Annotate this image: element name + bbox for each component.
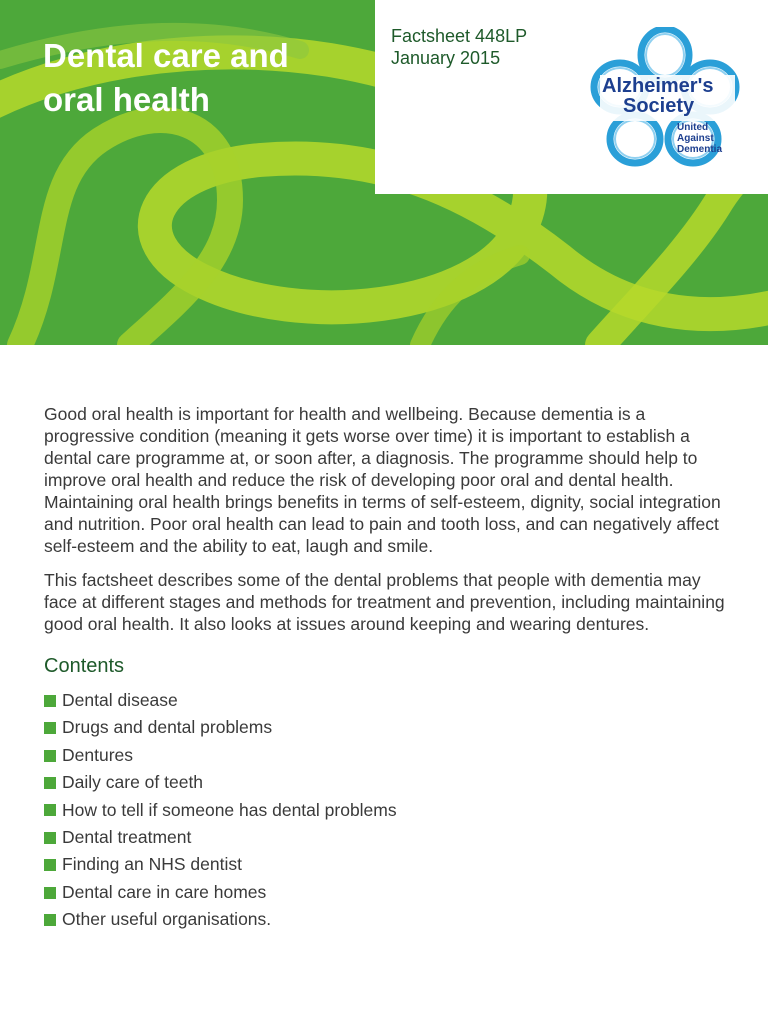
contents-item — [44, 769, 734, 796]
contents-item — [44, 797, 734, 824]
contents-item — [44, 824, 734, 851]
contents-item-label: Dental care in care homes — [62, 881, 267, 902]
contents-item — [44, 714, 734, 741]
main-content — [44, 403, 734, 934]
square-bullet-icon — [44, 887, 56, 899]
contents-item-label: Finding an NHS dentist — [62, 854, 242, 875]
title-line-1: Dental care and — [43, 37, 289, 74]
factsheet-date: January 2015 — [391, 48, 501, 68]
contents-item-label: Daily care of teeth — [62, 772, 204, 793]
logo-name-line-1: Alzheimer's — [602, 75, 714, 97]
square-bullet-icon — [44, 914, 56, 926]
contents-item — [44, 879, 734, 906]
contents-item — [44, 851, 734, 878]
square-bullet-icon — [44, 722, 56, 734]
intro-paragraph: Good oral health is important for health and wellbeing. Because dementia is a progressive condition (meaning it gets worse over time) it is important to establish a dental care programme at, or soon after, a diagnosis. The programme should help to improve oral health and reduce the risk of developing poor oral and dental health. Maintaining oral health brings benefits in terms of self-esteem, dignity, social integration and nutrition. Poor oral health can lead to pain and tooth loss, and can negatively affect self-esteem and the ability to eat, laugh and smile. — [44, 404, 721, 556]
contents-item-label: Dentures — [62, 744, 134, 765]
square-bullet-icon — [44, 777, 56, 789]
contents-item — [44, 742, 734, 769]
logo-name-line-2: Society — [623, 95, 695, 117]
square-bullet-icon — [44, 804, 56, 816]
document-title — [43, 34, 363, 122]
factsheet-info-box — [375, 0, 768, 194]
contents-item-label: Drugs and dental problems — [62, 717, 273, 738]
contents-item-label: Dental disease — [62, 690, 178, 710]
contents-item — [44, 906, 734, 933]
contents-item-label: How to tell if someone has dental problems — [62, 799, 397, 820]
alzheimers-society-logo — [590, 27, 740, 169]
factsheet-number: Factsheet 448LP — [391, 26, 528, 46]
square-bullet-icon — [44, 832, 56, 844]
contents-item — [44, 687, 734, 714]
contents-heading: Contents — [44, 655, 125, 677]
square-bullet-icon — [44, 750, 56, 762]
logo-tagline-line-3: Dementia — [677, 144, 723, 155]
scope-paragraph: This factsheet describes some of the dental problems that people with dementia may face at different stages and methods for treatment and prevention, including maintaining good oral health. It also looks at issues around keeping and wearing dentures. — [44, 570, 725, 634]
logo-tagline-line-1: United — [677, 122, 709, 133]
square-bullet-icon — [44, 859, 56, 871]
logo-tagline — [677, 122, 737, 155]
square-bullet-icon — [44, 695, 56, 707]
title-line-2: oral health — [43, 81, 210, 118]
contents-item-label: Dental treatment — [62, 827, 192, 848]
contents-list — [44, 687, 734, 934]
contents-item-label: Other useful organisations. — [62, 909, 272, 930]
logo-tagline-line-2: Against — [677, 133, 714, 144]
